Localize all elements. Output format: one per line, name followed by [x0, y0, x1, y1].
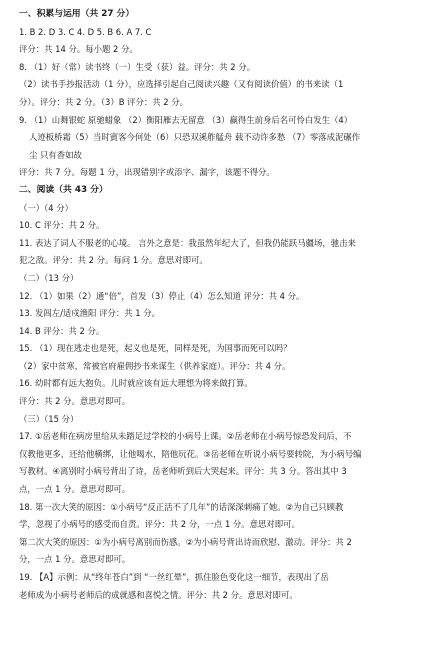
answer-line: 评分：共 14 分。每小题 2 分。 — [19, 44, 138, 55]
answer-line: 尘 只有香如故 — [29, 149, 82, 160]
answer-line: 人迹板桥霜（5）当时賓客今何处（6）只恐双溪舴艋舟 载不动许多愁 （7）零落成泥碾作 — [29, 132, 361, 143]
answer-line: 16. 幼时都有远大抱负。儿时就应该有远大理想为将来做打算。 — [19, 378, 253, 389]
answer-line: 15. （1）现在逃走也是死，起义也是死，同样是死，为国事而死可以吗？ — [19, 343, 292, 354]
answer-line: 分，一点 1 分。意思对即可。 — [19, 554, 131, 565]
subsection-heading: （二）（13 分） — [19, 272, 79, 283]
answer-line: （2）家中贫寒，常被官府雇佣抄书来谋生（供养家庭）。评分：共 4 分。 — [19, 360, 291, 371]
answer-line: 第二次大笑的原因：①为小病号离别而伤感。②为小病号背出诗而欣慰、激动。评分：共 2 — [19, 536, 352, 547]
answer-line: 评分：共 7 分。每题 1 分，出现错别字或添字、漏字，该题不得分。 — [19, 167, 275, 178]
answer-line: 9. （1）山舞银蛇 原驰蜡象 （2）衡阳雁去无留意 （3）赢得生前身后名可怜白发生（4） — [19, 114, 353, 125]
answer-line: 14. B 评分：共 2 分。 — [19, 325, 105, 336]
answer-line: 13. 发闾左/适戍渔阳 评分：共 1 分。 — [19, 308, 160, 319]
answer-line: 评分：共 2 分。意思对即可。 — [19, 396, 131, 407]
answer-line: 19. 【A】示例：从“终年苍白”到 “一丝红晕”，抓住脸色变化这一细节，表现出了岳 — [19, 572, 329, 582]
answer-line: 老师成为小病号老师后的成就感和喜悦之情。评分：共 2 分。意思对即可。 — [19, 589, 298, 600]
answer-line: （2）读书手抄报活动（1 分），应选择引起自己阅读兴趣（又有阅读价值）的书来读（1 — [19, 79, 344, 90]
answer-line: 学，忽视了小病号的感受而自责。评分：共 2 分，一点 1 分。意思对即可。 — [19, 519, 300, 530]
answer-line: 写教材。④离别时小病号背出了诗，岳老师听到后大哭起来。评分：共 3 分。答出其中 3 — [19, 466, 347, 477]
answer-line: 10. C 评分：共 2 分。 — [19, 220, 105, 231]
subsection-heading: （一）（4 分） — [19, 202, 74, 213]
answer-line: 点，一点 1 分。意思对即可。 — [19, 484, 131, 495]
answer-line: 分）。评分：共 2 分。（3）B 评分：共 2 分。 — [19, 96, 189, 107]
section-heading: 二、阅读（共 43 分） — [19, 184, 108, 195]
answer-line: 18. 第一次大笑的原因：①小病号“反正活不了几年”的话深深刺痛了她。②为自己只顾教 — [19, 501, 344, 512]
answer-line: 8. （1）好（常）读书终（一）生受（获）益。评分：共 2 分。 — [19, 61, 256, 72]
answer-line: 17. ①岳老师在病房里给从未踏足过学校的小病号上课。②岳老师在小病号惊恐发问后，不 — [19, 431, 352, 442]
answer-line: 仅教他更多，还给他横绑，让他喝水，陪他玩花。③岳老师在听说小病号要转院，为小病号编 — [19, 448, 362, 459]
answer-line: 1. B 2. D 3. C 4. D 5. B 6. A 7. C — [19, 26, 152, 37]
section-heading: 一、积累与运用（共 27 分） — [19, 9, 135, 19]
answer-line: 11. 表达了词人不服老的心境。 言外之意是：我虽然年纪大了，但我仍能跃马疆场，驰击来 — [19, 237, 356, 248]
subsection-heading: （三）（15 分） — [19, 413, 79, 424]
answer-line: 犯之敌。评分：共 2 分。每问 1 分。意思对即可。 — [19, 255, 208, 266]
answer-line: 12. （1）如果（2）通“倍”，首发（3）停止（4）怎么知道 评分：共 4 分。 — [19, 290, 305, 301]
